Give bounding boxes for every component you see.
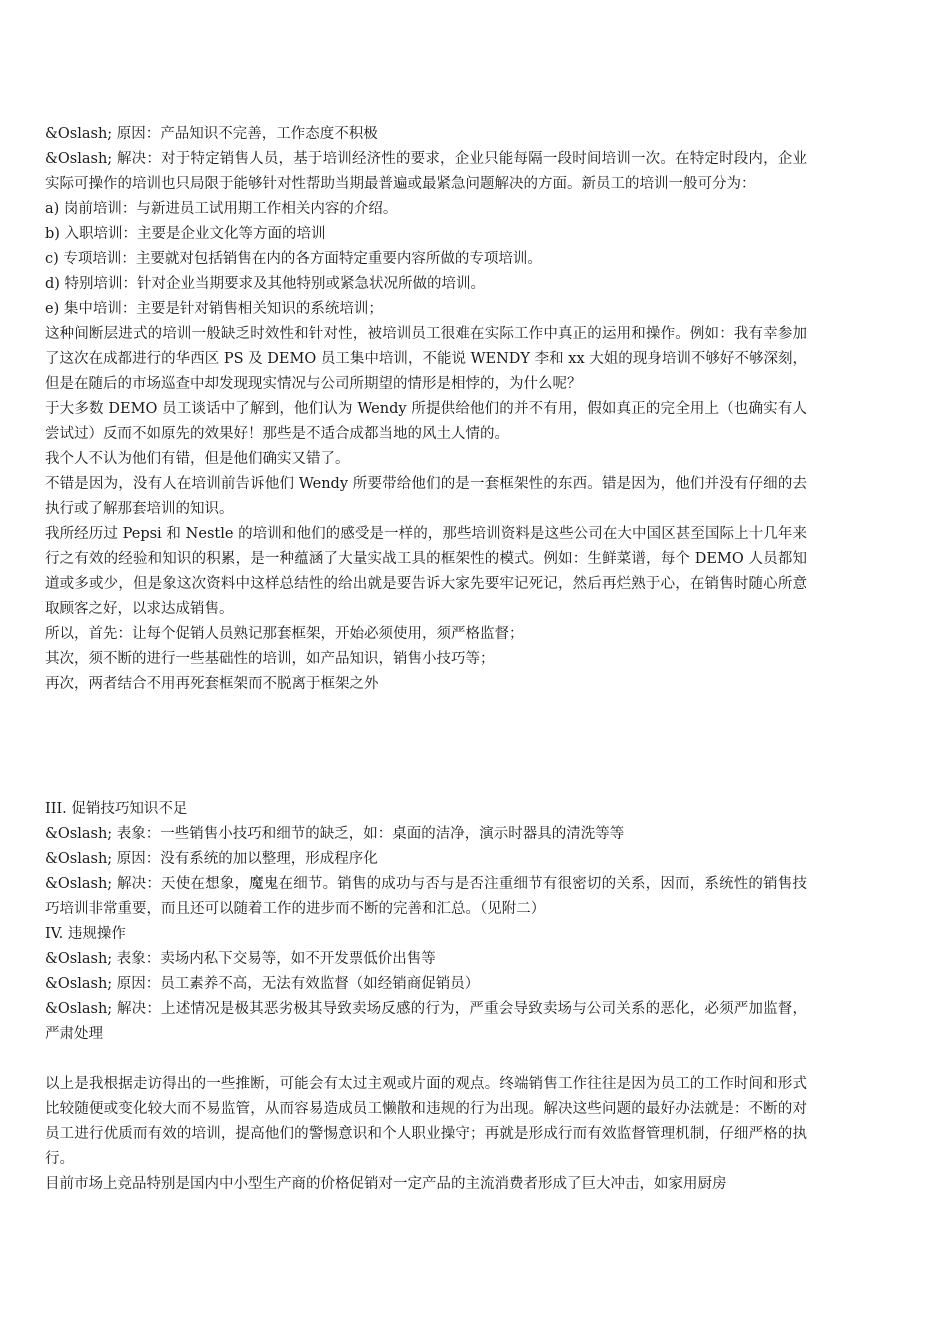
paragraph: 我所经历过 Pepsi 和 Nestle 的培训和他们的感受是一样的，那些培训资料是这些公司在大中国区甚至国际上十几年来行之有效的经验和知识的积累，是一种蕴涵了大量实战工具的框架性的模式。例如：生鲜菜谱，每个 DEMO 人员都知道或多或少，但是象这次资料中这样总结性的给出就是要告诉大家先要牢记死记，然后再烂熟于心，在销售时随心所意取顾客之好，以求达成销售。 [45, 526, 807, 617]
list-item: c) 专项培训：主要就对包括销售在内的各方面特定重要内容所做的专项培训。 [45, 251, 542, 267]
paragraph: &Oslash; 原因：没有系统的加以整理，形成程序化 [45, 851, 378, 867]
list-item: d) 特别培训：针对企业当期要求及其他特别或紧急状况所做的培训。 [45, 276, 486, 292]
document-page [45, 122, 807, 1197]
list-item: a) 岗前培训：与新进员工试用期工作相关内容的介绍。 [45, 201, 398, 217]
paragraph: 不错是因为，没有人在培训前告诉他们 Wendy 所要带给他们的是一套框架性的东西。错是因为，他们并没有仔细的去执行或了解那套培训的知识。 [45, 476, 807, 517]
paragraph: 所以，首先：让每个促销人员熟记那套框架，开始必须使用，须严格监督； [45, 626, 524, 642]
spacer [45, 697, 807, 797]
paragraph: &Oslash; 解决：天使在想象，魔鬼在细节。销售的成功与否与是否注重细节有很密切的关系，因而，系统性的销售技巧培训非常重要，而且还可以随着工作的进步而不断的完善和汇总。（见附二） [45, 876, 807, 917]
paragraph: &Oslash; 解决：对于特定销售人员，基于培训经济性的要求，企业只能每隔一段时间培训一次。在特定时段内，企业实际可操作的培训也只局限于能够针对性帮助当期最普遍或最紧急问题解决的方面。新员工的培训一般可分为： [45, 151, 807, 192]
paragraph: &Oslash; 原因：产品知识不完善，工作态度不积极 [45, 126, 378, 142]
paragraph: &Oslash; 表象：卖场内私下交易等，如不开发票低价出售等 [45, 951, 436, 967]
paragraph: 再次，两者结合不用再死套框架而不脱离于框架之外 [45, 676, 379, 692]
paragraph: 我个人不认为他们有错，但是他们确实又错了。 [45, 451, 350, 467]
paragraph: 目前市场上竞品特别是国内中小型生产商的价格促销对一定产品的主流消费者形成了巨大冲击，如家用厨房 [45, 1176, 727, 1192]
section-heading: IV. 违规操作 [45, 926, 126, 942]
paragraph: 其次，须不断的进行一些基础性的培训，如产品知识，销售小技巧等； [45, 651, 495, 667]
paragraph: &Oslash; 原因：员工素养不高，无法有效监督（如经销商促销员） [45, 976, 480, 992]
spacer [45, 1047, 807, 1072]
paragraph: 以上是我根据走访得出的一些推断，可能会有太过主观或片面的观点。终端销售工作往往是因为员工的工作时间和形式比较随便或变化较大而不易监管，从而容易造成员工懒散和违规的行为出现。解决这些问题的最好办法就是：不断的对员工进行优质而有效的培训，提高他们的警惕意识和个人职业操守；再就是形成行而有效监督管理机制，仔细严格的执行。 [45, 1076, 807, 1167]
paragraph: 这种间断层进式的培训一般缺乏时效性和针对性，被培训员工很难在实际工作中真正的运用和操作。例如：我有幸参加了这次在成都进行的华西区 PS 及 DEMO 员工集中培训，不能说 WENDY 李和 xx 大姐的现身培训不够好不够深刻，但是在随后的市场巡查中却发现现实情况与公司所期望的情形是相悖的，为什么呢？ [45, 326, 807, 392]
paragraph: &Oslash; 解决：上述情况是极其恶劣极其导致卖场反感的行为，严重会导致卖场与公司关系的恶化，必须严加监督，严肃处理 [45, 1001, 807, 1042]
list-item: b) 入职培训：主要是企业文化等方面的培训 [45, 226, 326, 242]
paragraph: 于大多数 DEMO 员工谈话中了解到，他们认为 Wendy 所提供给他们的并不有用，假如真正的完全用上（也确实有人尝试过）反而不如原先的效果好！那些是不适合成都当地的风土人情的。 [45, 401, 807, 442]
section-heading: III. 促销技巧知识不足 [45, 801, 188, 817]
paragraph: &Oslash; 表象：一些销售小技巧和细节的缺乏，如：桌面的洁净，演示时器具的清洗等等 [45, 826, 625, 842]
list-item: e) 集中培训：主要是针对销售相关知识的系统培训； [45, 301, 383, 317]
